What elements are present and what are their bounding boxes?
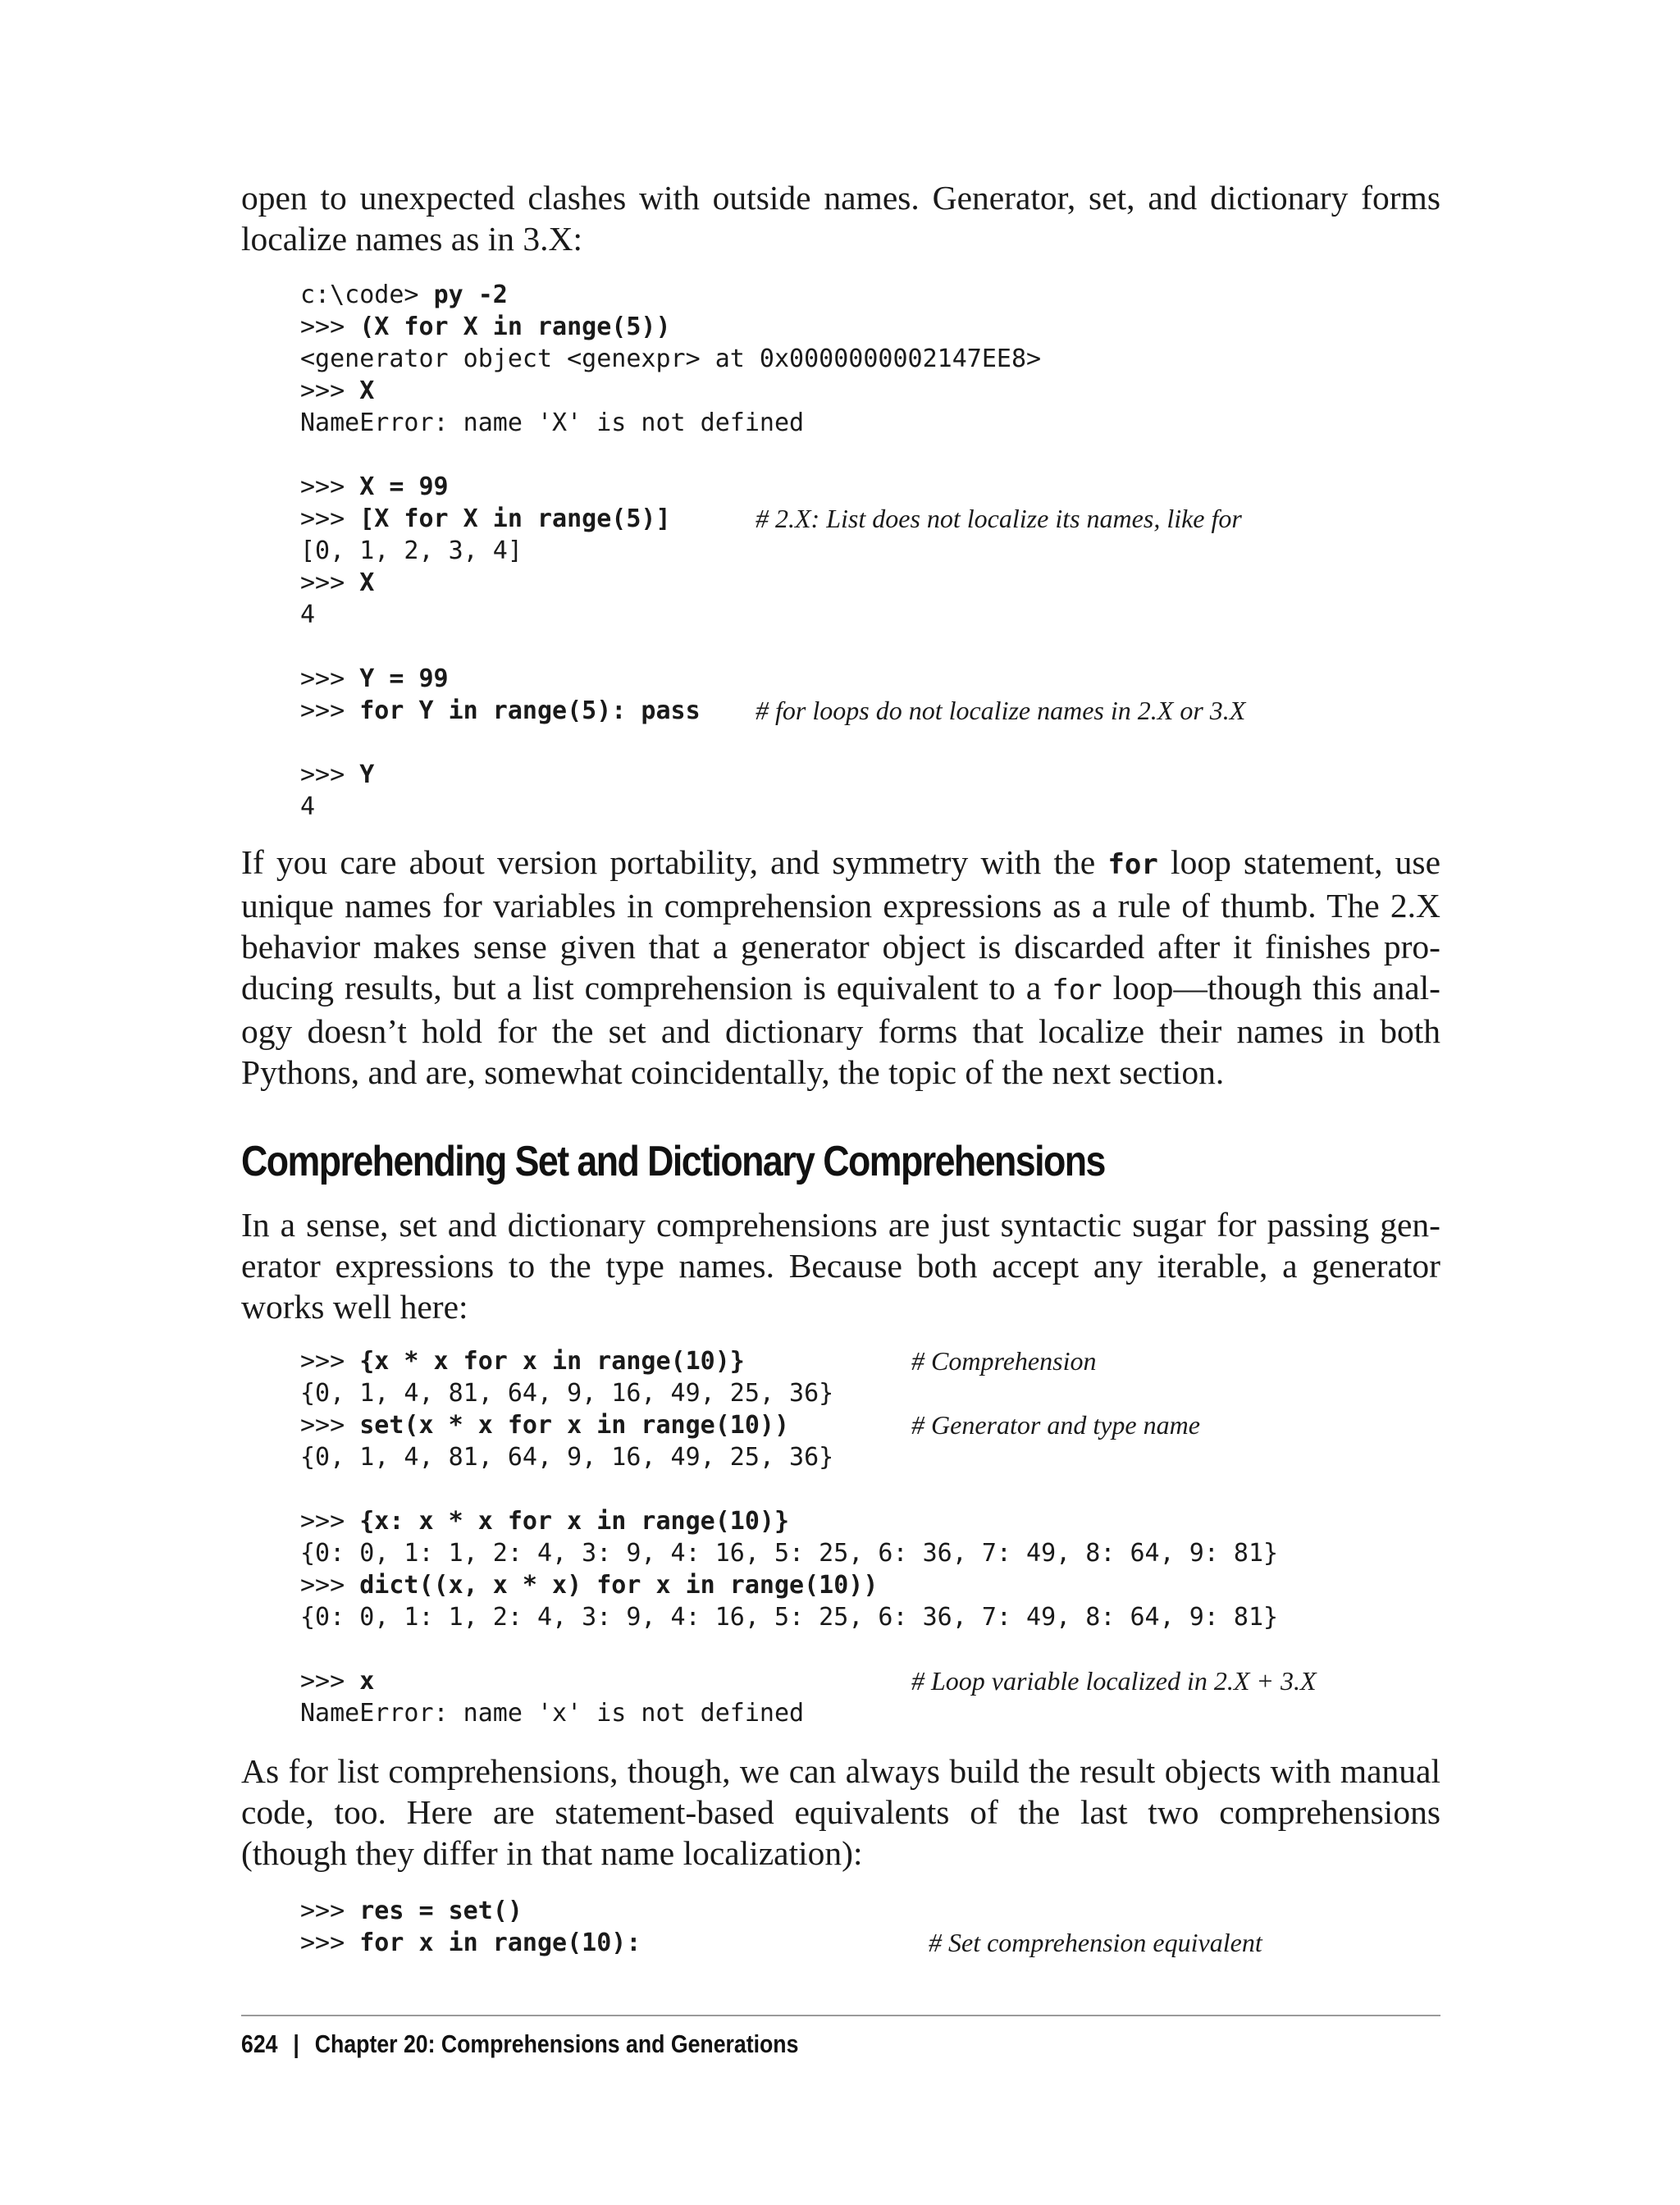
text-span: loop—though this anal- [1102,969,1440,1007]
code-prompt-or-output: >>> [300,760,360,789]
code-line [300,1505,1278,1537]
text-line: As for list comprehensions, though, we can always build the result objects with manual [241,1752,1440,1790]
section-heading: Comprehending Set and Dictionary Comprehensions [241,1138,1105,1185]
text-line: works well here: [241,1288,468,1326]
code-input: py -2 [433,281,508,309]
code-input: {x: x * x for x in range(10)} [359,1507,790,1536]
text-line: open to unexpected clashes with outside names. Generator, set, and dictionary forms [241,179,1440,217]
code-prompt-or-output: [0, 1, 2, 3, 4] [300,536,523,565]
code-line [300,311,1041,343]
code-prompt-or-output: >>> [300,1411,360,1440]
code-line [300,1601,1278,1633]
intro-paragraph [241,177,1440,259]
footer-rule [241,2015,1440,2016]
code-prompt-or-output: >>> [300,1571,360,1600]
code-prompt-or-output: {0: 0, 1: 1, 2: 4, 3: 9, 4: 16, 5: 25, 6: 36, 7: 49, 8: 64, 9: 81} [300,1603,1279,1632]
code-line [300,1377,1278,1409]
footer-separator: | [293,2029,299,2058]
portability-paragraph [241,842,1440,1093]
code-block-python2-scope [300,279,1246,823]
code-prompt-or-output: >>> [300,313,360,341]
code-prompt-or-output: c:\code> [300,281,434,309]
code-line [300,1569,1278,1601]
code-line [300,695,1246,727]
code-prompt-or-output: >>> [300,472,360,501]
code-comment: # Comprehension [911,1346,1097,1376]
code-prompt-or-output: NameError: name 'X' is not defined [300,409,805,437]
code-input: res = set() [359,1897,523,1925]
text-line [241,967,1440,1011]
code-blank-line [300,727,1041,759]
code-line [300,791,1041,823]
code-blank-line [300,631,1041,663]
text-line: In a sense, set and dictionary comprehensions are just syntactic sugar for passing gen- [241,1206,1440,1244]
code-prompt-or-output: >>> [300,1897,360,1925]
text-line [241,842,1440,885]
code-input: x [359,1667,375,1696]
code-prompt-or-output: >>> [300,1667,360,1696]
code-prompt-or-output: 4 [300,792,316,821]
page-footer [241,2029,798,2059]
code-line [300,279,1041,311]
page-number: 624 [241,2029,278,2058]
code-prompt-or-output: >>> [300,1347,360,1376]
code-prompt-or-output: NameError: name 'x' is not defined [300,1699,805,1728]
code-prompt-or-output: <generator object <genexpr> at 0x0000000002147EE8> [300,345,1042,373]
code-prompt-or-output: {0: 0, 1: 1, 2: 4, 3: 9, 4: 16, 5: 25, 6: 36, 7: 49, 8: 64, 9: 81} [300,1539,1279,1568]
code-comment: # Loop variable localized in 2.X + 3.X [911,1666,1317,1696]
code-line [300,375,1041,407]
code-line [300,1345,1278,1377]
syntactic-sugar-paragraph [241,1204,1440,1327]
text-span: ducing results, but a list comprehension is equivalent to a [241,969,1052,1007]
code-input: set(x * x for x in range(10)) [359,1411,790,1440]
code-prompt-or-output: {0, 1, 4, 81, 64, 9, 16, 49, 25, 36} [300,1379,834,1408]
code-prompt-or-output: >>> [300,377,360,405]
code-prompt-or-output: {0, 1, 4, 81, 64, 9, 16, 49, 25, 36} [300,1443,834,1472]
text-line: erator expressions to the type names. Because both accept any iterable, a generator [241,1247,1440,1285]
code-comment: # Set comprehension equivalent [929,1928,1262,1957]
code-input: dict((x, x * x) for x in range(10)) [359,1571,879,1600]
code-input: (X for X in range(5)) [359,313,671,341]
text-line: code, too. Here are statement-based equivalents of the last two comprehensions [241,1793,1440,1831]
text-span: If you care about version portability, and symmetry with the [241,843,1108,881]
code-input: Y = 99 [359,664,449,693]
code-line [300,663,1041,695]
code-line [300,599,1041,631]
code-prompt-or-output: >>> [300,1929,360,1957]
text-line: localize names as in 3.X: [241,220,583,258]
code-comment: # 2.X: List does not localize its names, like for [756,504,1242,533]
inline-code-for: for [1052,974,1102,1007]
code-input: [X for X in range(5)] [359,504,671,533]
chapter-title: Chapter 20: Comprehensions and Generations [314,2029,799,2058]
code-input: X = 99 [359,472,449,501]
code-prompt-or-output: >>> [300,696,360,725]
code-line [300,1697,1278,1729]
text-line: unique names for variables in comprehension expressions as a rule of thumb. The 2.X [241,887,1440,924]
code-prompt-or-output: 4 [300,600,316,629]
text-span: loop statement, use [1157,843,1440,881]
text-line: (though they differ in that name localization): [241,1834,863,1872]
code-line [300,567,1041,599]
manual-code-paragraph [241,1751,1440,1874]
code-line [300,471,1041,503]
code-line [300,407,1041,439]
code-input: Y [359,760,375,789]
code-line [300,1927,1262,1959]
inline-code-for: for [1107,848,1158,881]
code-prompt-or-output: >>> [300,568,360,597]
code-comment: # for loops do not localize names in 2.X or 3.X [756,696,1246,725]
code-block-statement-equivalents [300,1895,1262,1959]
code-line [300,1895,641,1927]
code-input: {x * x for x in range(10)} [359,1347,745,1376]
code-blank-line [300,1633,1278,1665]
text-line: ogy doesn’t hold for the set and dictionary forms that localize their names in both [241,1012,1440,1050]
code-blank-line [300,1473,1278,1505]
code-line [300,1409,1278,1441]
code-line [300,503,1242,535]
code-input: for x in range(10): [359,1929,641,1957]
code-line [300,1665,1317,1697]
code-block-set-dict-comprehensions [300,1345,1317,1729]
text-line: behavior makes sense given that a generator object is discarded after it finishes pro- [241,928,1440,966]
code-input: X [359,377,375,405]
code-input: for Y in range(5): pass [359,696,701,725]
code-line [300,1537,1278,1569]
code-line [300,343,1041,375]
code-input: X [359,568,375,597]
code-blank-line [300,439,1041,471]
code-line [300,1441,1278,1473]
code-line [300,535,1041,567]
code-line [300,759,1041,791]
code-comment: # Generator and type name [911,1410,1200,1440]
code-prompt-or-output: >>> [300,664,360,693]
code-prompt-or-output: >>> [300,504,360,533]
code-prompt-or-output: >>> [300,1507,360,1536]
text-line: Pythons, and are, somewhat coincidentally, the topic of the next section. [241,1053,1225,1091]
